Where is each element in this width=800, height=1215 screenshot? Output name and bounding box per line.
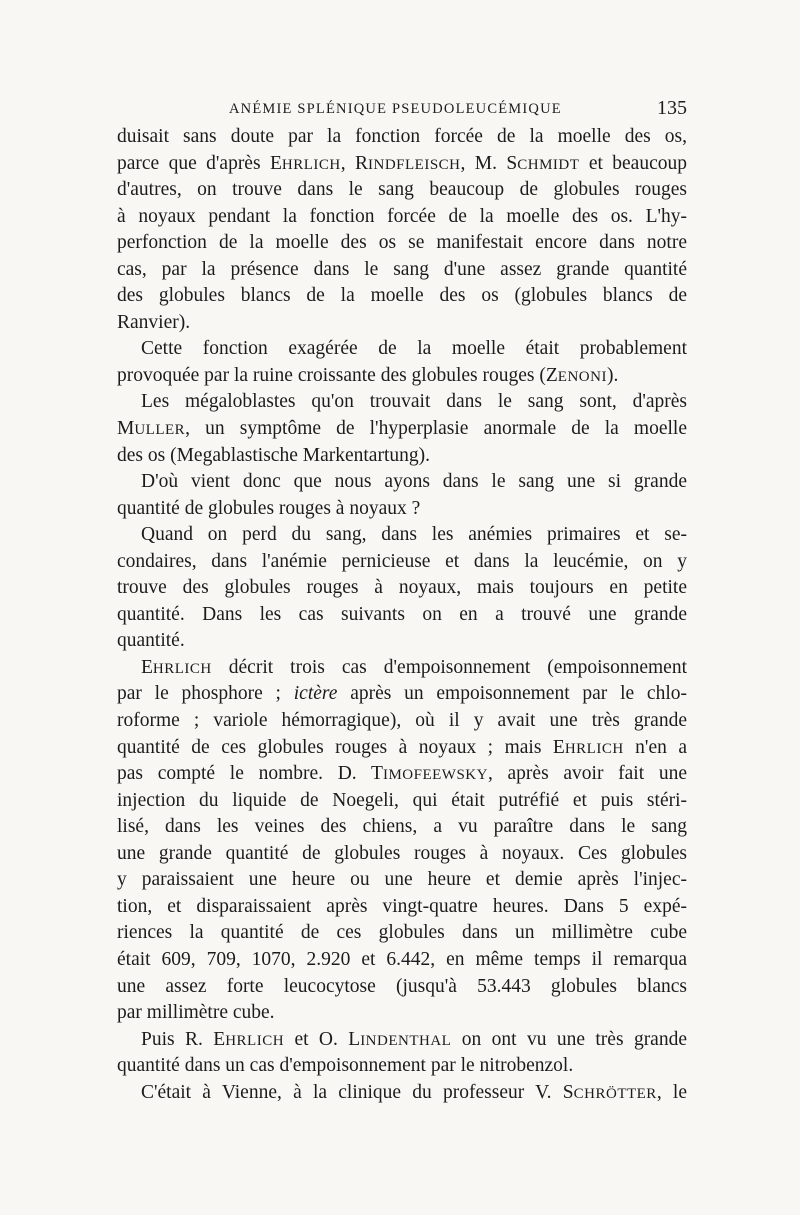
text-segment: injection du liquide de Noegeli, qui était putréfié et puis stéri- (117, 789, 687, 811)
text-segment: , le (656, 1081, 687, 1103)
text-line (117, 974, 687, 1001)
text-line (117, 628, 687, 655)
text-line (117, 867, 687, 894)
text-segment: Quand on perd du sang, dans les anémies primaires et se- (141, 524, 687, 546)
author-name: EHRLICH (552, 736, 624, 758)
text-line (117, 283, 687, 310)
text-line (117, 894, 687, 921)
text-segment: lisé, dans les veines des chiens, a vu paraître dans le sang (117, 816, 687, 838)
text-segment: , (340, 152, 355, 174)
author-name: RINDFLEISCH (354, 152, 461, 174)
text-segment: quantité. Dans les cas suivants on en a trouvé une grande (117, 603, 687, 625)
author-name: LINDENTHAL (348, 1028, 452, 1050)
author-name: SCHMIDT (506, 152, 580, 174)
text-segment: Les mégaloblastes qu'on trouvait dans le sang sont, d'après (141, 391, 687, 413)
text-segment: et O. (284, 1028, 349, 1050)
text-segment: trouve des globules rouges à noyaux, mais toujours en petite (117, 577, 687, 599)
text-line (117, 602, 687, 629)
text-line (117, 204, 687, 231)
text-segment: riences la quantité de ces globules dans un millimètre cube (117, 922, 687, 944)
text-line (117, 522, 687, 549)
text-segment: roforme ; variole hémorragique), où il y avait une très grande (117, 710, 687, 732)
text-segment: quantité de ces globules rouges à noyaux ; mais (117, 736, 553, 758)
text-segment: duisait sans doute par la fonction forcée de la moelle des os, (117, 126, 687, 147)
text-segment: par millimètre cube. (117, 1002, 275, 1024)
text-line (117, 177, 687, 204)
text-line (117, 1000, 687, 1027)
text-line (117, 708, 687, 735)
text-segment: Puis R. (141, 1028, 214, 1050)
body-text (117, 124, 687, 1106)
text-line (117, 575, 687, 602)
text-segment: , un symptôme de l'hyperplasie anormale de la moelle (185, 418, 687, 440)
text-segment: des os (Megablastische Markentartung). (117, 444, 430, 466)
text-line (117, 788, 687, 815)
text-line (117, 841, 687, 868)
text-segment: une assez forte leucocytose (jusqu'à 53.443 globules blancs (117, 975, 687, 997)
author-name: EHRLICH (141, 656, 212, 678)
text-segment: après un empoisonnement par le chlo- (337, 683, 687, 705)
text-segment: on ont vu une très grande (451, 1028, 687, 1050)
text-line (117, 920, 687, 947)
text-segment: quantité dans un cas d'empoisonnement par le nitrobenzol. (117, 1055, 574, 1077)
author-name: MULLER (117, 418, 186, 440)
author-name: EHRLICH (213, 1028, 285, 1050)
text-segment: quantité de globules rouges à noyaux ? (117, 497, 421, 519)
text-segment: n'en a (623, 736, 687, 758)
text-segment: perfonction de la moelle des os se manifestait encore dans notre (117, 232, 687, 254)
text-line (117, 151, 687, 178)
text-line (117, 496, 687, 523)
text-segment: cas, par la présence dans le sang d'une assez grande quantité (117, 258, 687, 280)
text-line (117, 443, 687, 470)
text-segment: provoquée par la ruine croissante des globules rouges ( (117, 364, 546, 386)
text-line (117, 814, 687, 841)
text-segment: des globules blancs de la moelle des os (globules blancs de (117, 285, 687, 307)
text-segment: et beaucoup (579, 152, 687, 174)
text-line (117, 257, 687, 284)
text-line (117, 416, 687, 443)
text-line (117, 1080, 687, 1107)
text-line (117, 1027, 687, 1054)
text-segment: pas compté le nombre. D. (117, 763, 372, 785)
text-line (117, 681, 687, 708)
italic-text: ictère (293, 683, 338, 705)
text-line (117, 310, 687, 337)
text-line (117, 389, 687, 416)
text-line (117, 735, 687, 762)
text-segment: Ranvier). (117, 311, 191, 333)
text-segment: était 609, 709, 1070, 2.920 et 6.442, en même temps il remarqua (117, 948, 687, 970)
text-segment: par le phosphore ; (117, 683, 294, 705)
text-segment: y paraissaient une heure ou une heure et demie après l'injec- (117, 869, 687, 891)
author-name: ZENONI (545, 364, 607, 386)
text-segment: ). (606, 364, 619, 386)
text-segment: D'où vient donc que nous ayons dans le sang une si grande (141, 471, 687, 493)
text-segment: condaires, dans l'anémie pernicieuse et dans la leucémie, on y (117, 550, 687, 572)
text-segment: décrit trois cas d'empoisonnement (empoisonnement (211, 656, 687, 678)
text-segment: d'autres, on trouve dans le sang beaucoup de globules rouges (117, 179, 687, 201)
text-line (117, 947, 687, 974)
page-number: 135 (657, 97, 687, 119)
text-segment: une grande quantité de globules rouges à noyaux. Ces globules (117, 842, 687, 864)
text-line (117, 549, 687, 576)
text-line (117, 363, 687, 390)
text-line (117, 336, 687, 363)
text-segment: tion, et disparaissaient après vingt-quatre heures. Dans 5 expé- (117, 895, 687, 917)
text-segment: parce que d'après (117, 152, 270, 174)
running-title: ANÉMIE SPLÉNIQUE PSEUDOLEUCÉMIQUE (229, 101, 562, 117)
author-name: TIMOFEEWSKY (371, 763, 488, 785)
text-segment: C'était à Vienne, à la clinique du professeur V. (141, 1081, 563, 1103)
text-line (117, 655, 687, 682)
text-segment: quantité. (117, 630, 185, 652)
text-line (117, 124, 687, 151)
text-segment: , M. (460, 152, 507, 174)
text-segment: , après avoir fait une (487, 763, 687, 785)
text-line (117, 761, 687, 788)
text-line (117, 230, 687, 257)
author-name: EHRLICH (269, 152, 341, 174)
text-line (117, 469, 687, 496)
text-line (117, 1053, 687, 1080)
page-header (117, 97, 687, 123)
text-segment: à noyaux pendant la fonction forcée de la moelle des os. L'hy- (117, 205, 687, 227)
text-segment: Cette fonction exagérée de la moelle était probablement (141, 338, 687, 360)
author-name: SCHRÖTTER (562, 1081, 657, 1103)
